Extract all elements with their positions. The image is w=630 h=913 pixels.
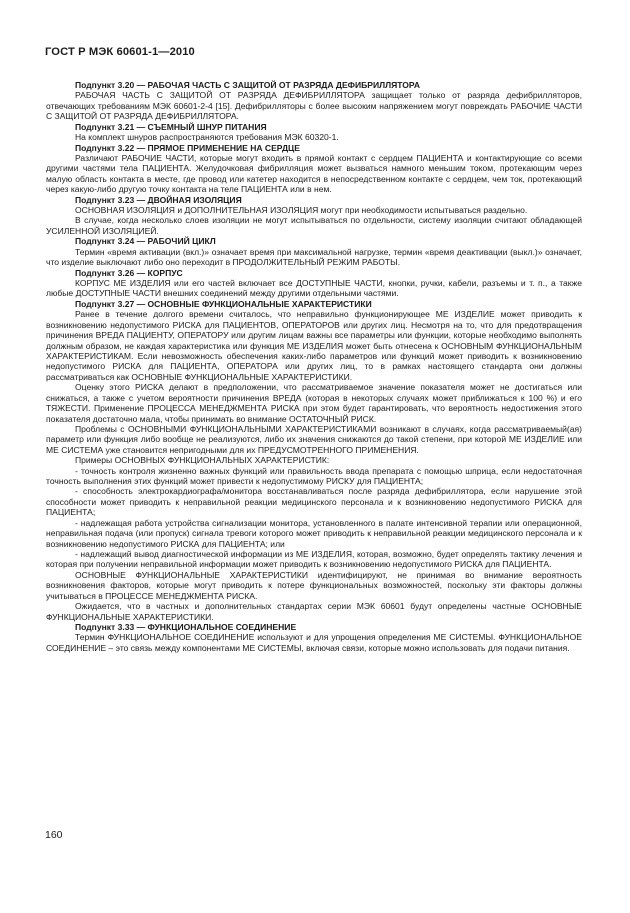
paragraph: Проблемы с ОСНОВНЫМИ ФУНКЦИОНАЛЬНЫМИ ХАРАКТЕРИСТИКАМИ возникают в случаях, когда рассматриваемый(ая) параметр или функция либо вообще не реализуются, либо их значения снижаются до такой степени, при которой МЕ ИЗДЕЛИЕ или МЕ СИСТЕМА уже становится непригодными для их ПРЕДУСМОТРЕННОГО ПРИМЕНЕНИЯ. — [46, 423, 582, 455]
standard-header: ГОСТ Р МЭК 60601-1—2010 — [45, 46, 195, 58]
paragraph: - надлежащий вывод диагностической информации из МЕ ИЗДЕЛИЯ, которая, возможно, будет определять тактику лечения и которая при получении неправильной информации может приводить к возникновению недопустимого РИСКА для ПАЦИЕНТА. — [46, 548, 582, 570]
subclause-heading: Подпункт 3.26 — КОРПУС — [75, 267, 183, 278]
paragraph: В случае, когда несколько слоев изоляции не могут испытываться по отдельности, систему изоляции считают обладающей УСИЛЕННОЙ ИЗОЛЯЦИЕЙ. — [46, 215, 582, 236]
page-number: 160 — [45, 829, 63, 841]
subclause-heading: Подпункт 3.20 — РАБОЧАЯ ЧАСТЬ С ЗАЩИТОЙ ОТ РАЗРЯДА ДЕФИБРИЛЛЯТОРА — [75, 80, 421, 90]
paragraph: - надлежащая работа устройства сигнализации монитора, установленного в палате интенсивной терапии или операционной, неправильная подача (или пропуск) сигнала тревоги которого может приводить к неправильной реакции медицинского персонала и к возникновению недопустимого РИСКА для ПАЦИЕНТА; или — [46, 517, 582, 549]
paragraph: Оценку этого РИСКА делают в предположении, что рассматриваемое значение показателя может не достигаться или снижаться, а также с учетом вероятности причинения ВРЕДА (которая в некоторых случаях может приближаться к 100 %) и его ТЯЖЕСТИ. Применение ПРОЦЕССА МЕНЕДЖМЕНТА РИСКА при этом будет гарантировать, что вероятность недостижения этого показателя достаточно мала, чтобы принимать во внимание ОСТАТОЧНЫЙ РИСК. — [46, 382, 582, 424]
subclause-heading: Подпункт 3.33 — ФУНКЦИОНАЛЬНОЕ СОЕДИНЕНИЕ — [75, 621, 297, 632]
subclause-heading: Подпункт 3.21 — СЪЕМНЫЙ ШНУР ПИТАНИЯ — [75, 121, 267, 132]
paragraph: КОРПУС МЕ ИЗДЕЛИЯ или его частей включает все ДОСТУПНЫЕ ЧАСТИ, кнопки, ручки, кабели, разъемы и т. п., а также любые ДОСТУПНЫЕ ЧАСТИ внешних соединений между другими отдельными частями. — [46, 278, 582, 299]
paragraph: Термин «время активации (вкл.)» означает время при максимальной нагрузке, термин «время деактивации (выкл.)» означает, что изделие выключают либо оно переходит в ПРОДОЛЖИТЕЛЬНЫЙ РЕЖИМ РАБОТЫ. — [46, 246, 582, 268]
paragraph: - точность контроля жизненно важных функций или правильность ввода препарата с помощью шприца, если недостаточная точность выполнения этих функций может привести к недопустимому РИСКУ для ПАЦИЕНТА; — [46, 465, 582, 487]
paragraph: ОСНОВНАЯ ИЗОЛЯЦИЯ и ДОПОЛНИТЕЛЬНАЯ ИЗОЛЯЦИЯ могут при необходимости испытываться раздельно. — [75, 205, 528, 216]
paragraph: Термин ФУНКЦИОНАЛЬНОЕ СОЕДИНЕНИЕ используют и для упрощения определения МЕ СИСТЕМЫ. ФУНКЦИОНАЛЬНОЕ СОЕДИНЕНИЕ – это связь между компонентами МЕ СИСТЕМЫ, включая связи, которые можно использовать для подачи питания. — [46, 632, 582, 653]
paragraph: Ранее в течение долгого времени считалось, что неправильно функционирующее МЕ ИЗДЕЛИЕ может приводить к возникновению недопустимого РИСКА для ПАЦИЕНТОВ, ОПЕРАТОРОВ или других лиц. Несмотря на то, что для предотвращения причинения ВРЕДА ПАЦИЕНТУ, ОПЕРАТОРУ или другим лицам важны все параметры или функции, которые необходимо выполнять должным образом, не каждая характеристика или функция МЕ ИЗДЕЛИЯ может быть отнесена к ОСНОВНЫМ ФУНКЦИОНАЛЬНЫМ ХАРАКТЕРИСТИКАМ. Если невозможность обеспечения каких-либо параметров или функций может приводить к возникновению недопустимого РИСКА для ПАЦИЕНТА, ОПЕРАТОРА или других лиц, то в рамках настоящего стандарта они должны рассматриваться как ОСНОВНЫЕ ФУНКЦИОНАЛЬНЫЕ ХАРАКТЕРИСТИКИ. — [46, 309, 582, 382]
paragraph: На комплект шнуров распространяются требования МЭК 60320-1. — [75, 132, 339, 143]
subclause-heading: Подпункт 3.24 — РАБОЧИЙ ЦИКЛ — [75, 236, 216, 247]
paragraph: ОСНОВНЫЕ ФУНКЦИОНАЛЬНЫЕ ХАРАКТЕРИСТИКИ идентифицируют, не принимая во внимание вероятность возникновения факторов, которые могут приводить к потере функциональных возможностей, поскольку эти факторы должны учитываться в ПРОЦЕССЕ МЕНЕДЖМЕНТА РИСКА. — [46, 569, 582, 601]
paragraph: РАБОЧАЯ ЧАСТЬ С ЗАЩИТОЙ ОТ РАЗРЯДА ДЕФИБРИЛЛЯТОРА защищает только от разряда дефибрилляторов, отвечающих требованиям МЭК 60601-2-4 [15]. Дефибрилляторы с более высоким напряжением могут повреждать РАБОЧИЕ ЧАСТИ С ЗАЩИТОЙ ОТ РАЗРЯДА ДЕФИБРИЛЛЯТОРА. — [46, 90, 582, 122]
subclause-heading: Подпункт 3.23 — ДВОЙНАЯ ИЗОЛЯЦИЯ — [75, 194, 242, 205]
paragraph: Ожидается, что в частных и дополнительных стандартах серии МЭК 60601 будут определены частные ОСНОВНЫЕ ФУНКЦИОНАЛЬНЫЕ ХАРАКТЕРИСТИКИ. — [46, 601, 582, 622]
subclause-heading: Подпункт 3.27 — ОСНОВНЫЕ ФУНКЦИОНАЛЬНЫЕ ХАРАКТЕРИСТИКИ — [75, 298, 372, 309]
paragraph: - способность электрокардиографа/монитора восстанавливаться после разряда дефибриллятора, если нарушение этой способности может приводить к неправильной реакции медицинского персонала и к возникновению недопустимого РИСКА для ПАЦИЕНТА; — [46, 486, 582, 518]
paragraph: Различают РАБОЧИЕ ЧАСТИ, которые могут входить в прямой контакт с сердцем ПАЦИЕНТА и контактирующие со всеми другими частями тела ПАЦИЕНТА. Желудочковая фибрилляция может вызваться намного меньшим током, протекающим через малую область контакта в месте, где провод или катетер находится в непосредственном контакте с сердцем, чем ток, протекающий через какую-либо другую точку контакта на теле ПАЦИЕНТА или в нем. — [46, 152, 582, 195]
paragraph: Примеры ОСНОВНЫХ ФУНКЦИОНАЛЬНЫХ ХАРАКТЕРИСТИК: — [75, 455, 330, 466]
document-body — [46, 80, 582, 653]
subclause-heading: Подпункт 3.22 — ПРЯМОЕ ПРИМЕНЕНИЕ НА СЕРДЦЕ — [75, 142, 300, 153]
